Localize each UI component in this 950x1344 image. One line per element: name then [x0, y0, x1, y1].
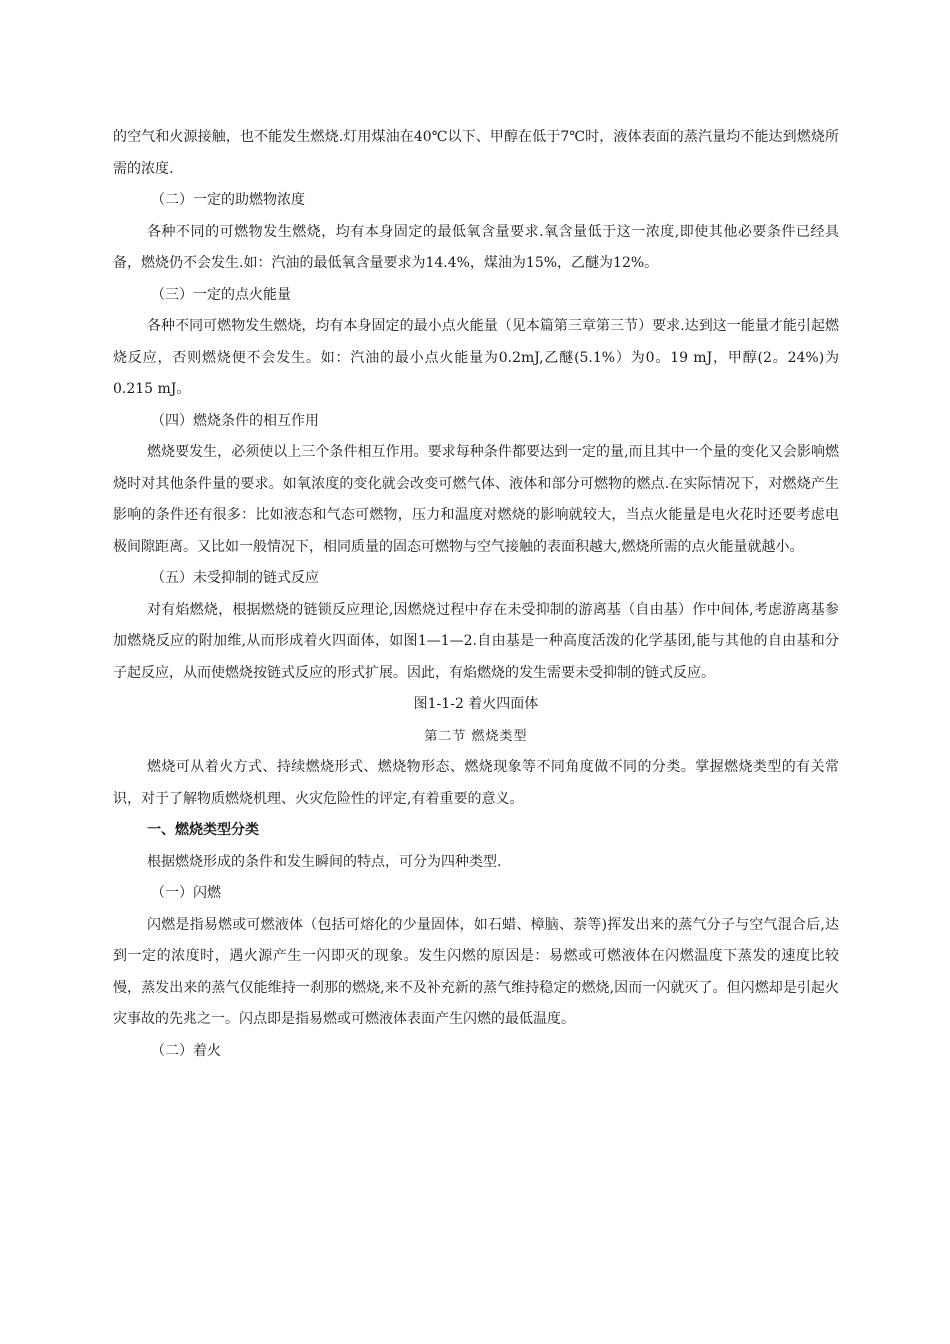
subheading: （三）一定的点火能量	[151, 286, 291, 303]
paragraph: 根据燃烧形成的条件和发生瞬间的特点，可分为四种类型.	[147, 853, 502, 870]
paragraph: 燃烧可从着火方式、持续燃烧形式、燃烧物形态、燃烧现象等不同角度做不同的分类。掌握燃烧类型的有关常识，对于了解物质燃烧机理、火灾危险性的评定,有着重要的意义。	[113, 759, 839, 807]
figure-caption: 图1-1-2 着火四面体	[413, 696, 539, 712]
heading: 一、燃烧类型分类	[147, 822, 259, 838]
document-body	[113, 122, 839, 1067]
subheading: （一）闪燃	[151, 885, 221, 901]
paragraph: 燃烧要发生，必须使以上三个条件相互作用。要求每种条件都要达到一定的量,而且其中一个量的变化又会影响燃烧时对其他条件量的要求。如氧浓度的变化就会改变可燃气体、液体和部分可燃物的燃点.在实际情况下，对燃烧产生影响的条件还有很多：比如液态和气态可燃物，压力和温度对燃烧的影响就较大，当点火能量是电火花时还要考虑电极间隙距离。又比如一般情况下，相同质量的固态可燃物与空气接触的表面积越大,燃烧所需的点火能量就越小。	[113, 444, 839, 555]
paragraph: 的空气和火源接触，也不能发生燃烧.灯用煤油在40℃以下、甲醇在低于7℃时，液体表面的蒸汽量均不能达到燃烧所需的浓度.	[113, 129, 839, 177]
paragraph: 各种不同的可燃物发生燃烧，均有本身固定的最低氧含量要求.氧含量低于这一浓度,即使其他必要条件已经具备，燃烧仍不会发生.如：汽油的最低氧含量要求为14.4%，煤油为15%，乙醚为12%。	[113, 223, 839, 271]
section-title: 第二节 燃烧类型	[424, 728, 528, 744]
paragraph: 对有焰燃烧，根据燃烧的链锁反应理论,因燃烧过程中存在未受抑制的游离基（自由基）作中间体,考虑游离基参加燃烧反应的附加维,从而形成着火四面体，如图1—1—2.自由基是一种高度活泼的化学基团,能与其他的自由基和分子起反应，从而使燃烧按链式反应的形式扩展。因此，有焰燃烧的发生需要未受抑制的链式反应。	[113, 601, 839, 681]
subheading: （五）未受抑制的链式反应	[151, 570, 319, 586]
paragraph: 各种不同可燃物发生燃烧，均有本身固定的最小点火能量（见本篇第三章第三节）要求.达到这一能量才能引起燃烧反应，否则燃烧便不会发生。如：汽油的最小点火能量为0.2mJ,乙醚(5.1%）为0。19 mJ，甲醇(2。24%)为0.215 mJ。	[113, 318, 839, 397]
subheading: （四）燃烧条件的相互作用	[151, 412, 319, 429]
subheading: （二）一定的助燃物浓度	[151, 192, 305, 208]
paragraph: 闪燃是指易燃或可燃液体（包括可熔化的少量固体，如石蜡、樟脑、萘等)挥发出来的蒸气分子与空气混合后,达到一定的浓度时，遇火源产生一闪即灭的现象。发生闪燃的原因是：易燃或可燃液体在闪燃温度下蒸发的速度比较慢，蒸发出来的蒸气仅能维持一刹那的燃烧,来不及补充新的蒸气维持稳定的燃烧,因而一闪就灭了。但闪燃却是引起火灾事故的先兆之一。闪点即是指易燃或可燃液体表面产生闪燃的最低温度。	[113, 916, 839, 1027]
subheading: （二）着火	[151, 1042, 221, 1059]
